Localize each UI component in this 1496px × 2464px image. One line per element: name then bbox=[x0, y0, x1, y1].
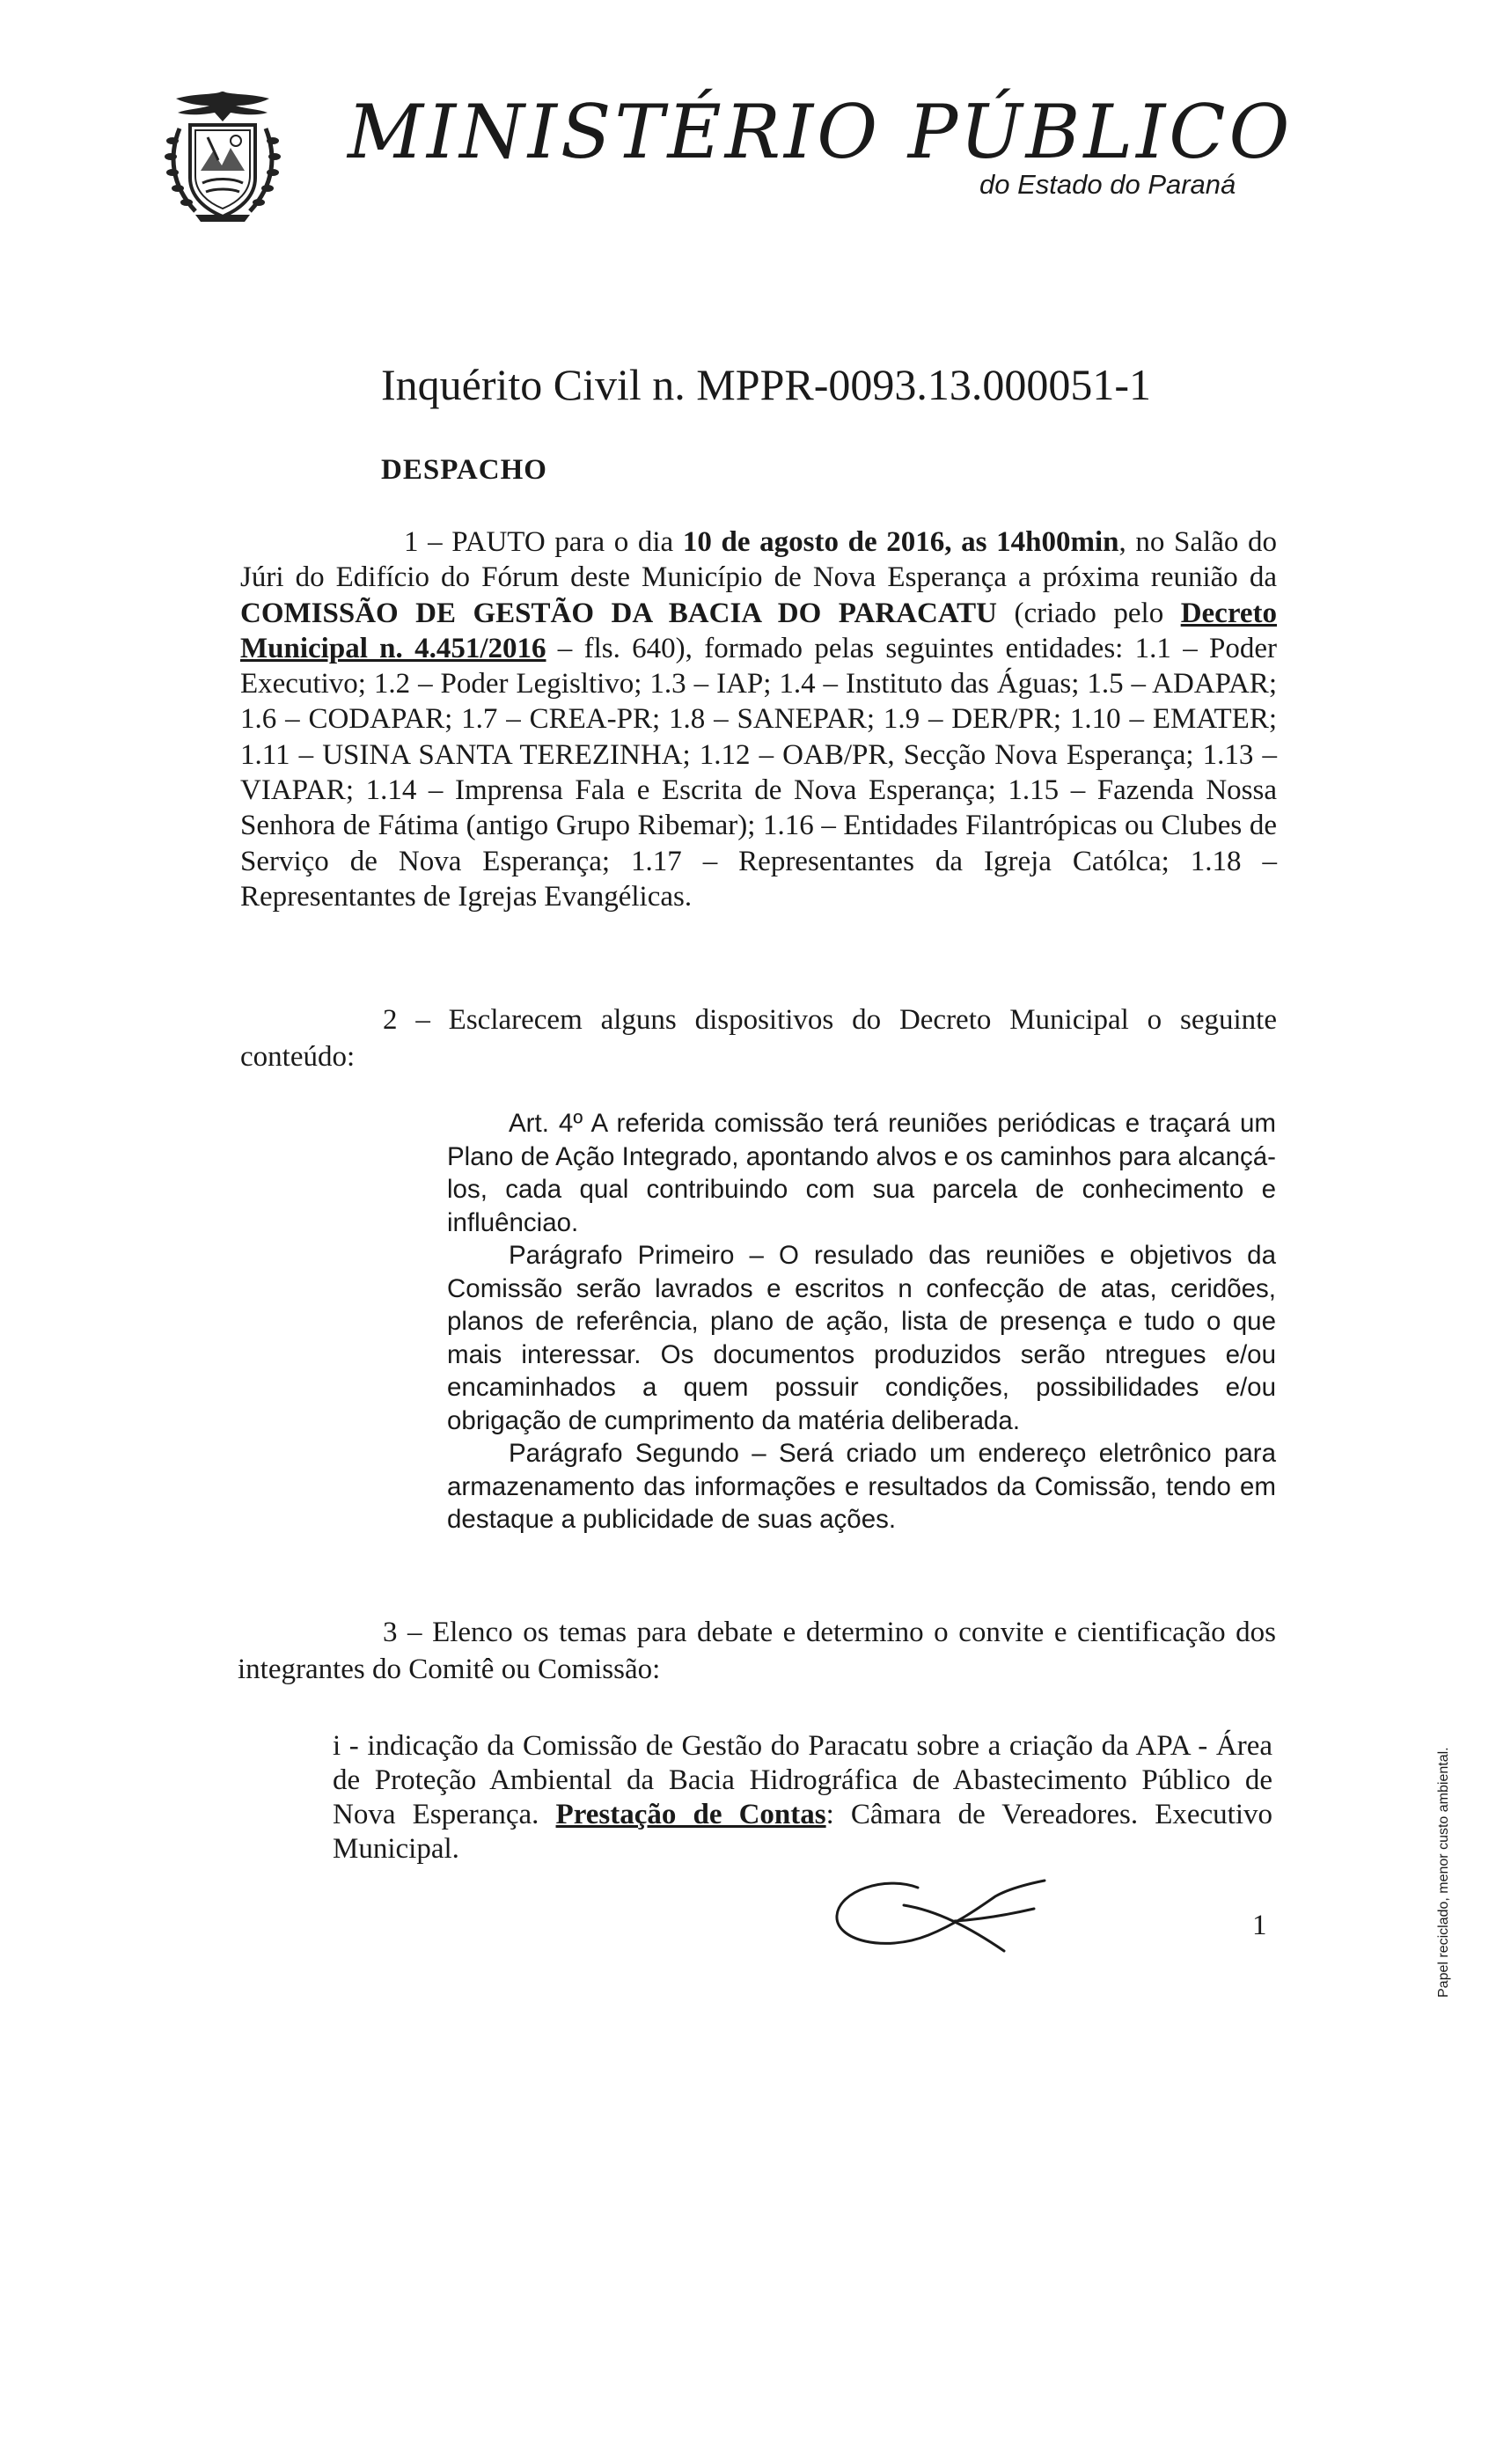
quote-paragrafo-segundo: Parágrafo Segundo – Será criado um endereço eletrônico para armazenamento das informações e resultados da Comissão, tendo em destaque a publicidade de suas ações. bbox=[447, 1439, 1276, 1534]
signature-icon bbox=[823, 1870, 1052, 1962]
document-heading: DESPACHO bbox=[381, 454, 547, 486]
recycled-paper-note-text: Papel reciclado, menor custo ambiental. bbox=[1436, 1747, 1451, 1998]
paragraph-1-text: 1 – PAUTO para o dia bbox=[404, 526, 683, 558]
item-i-text: i - indicação da Comissão de Gestão do Paracatu sobre a criação da APA - Área de Proteção Ambiental da Bacia Hidrográfica de Abastecimento Público de Nova Esperança. bbox=[333, 1730, 1272, 1830]
meeting-date: 10 de agosto de 2016, as 14h00min bbox=[682, 526, 1119, 558]
decree-reference: Decreto Municipal n. 4.451/2016 bbox=[240, 597, 1277, 664]
paragraph-1-text: , no Salão do Júri do Edifício do Fórum deste Município de Nova Esperança a próxima reunião da bbox=[240, 526, 1277, 594]
quote-article-4: Art. 4º A referida comissão terá reuniões periódicas e traçará um Plano de Ação Integrado, apontando alvos e os caminhos para alcançá-los, cada qual contribuindo com sua parcela de conhecimento e influênciao. bbox=[447, 1109, 1276, 1237]
item-i bbox=[333, 1729, 1272, 1866]
header-subtitle: do Estado do Paraná bbox=[979, 169, 1236, 200]
decree-quote bbox=[447, 1107, 1276, 1536]
recycled-paper-note bbox=[1436, 1747, 1471, 2033]
paragraph-1-text: – fls. 640), formado pelas seguintes entidades: 1.1 – Poder Executivo; 1.2 – Poder Legisltivo; 1.3 – IAP; 1.4 – Instituto das Águas; 1.5 – ADAPAR; 1.6 – CODAPAR; 1.7 – CREA-PR; 1.8 – SANEPAR; 1.9 – DER/PR; 1.10 – EMATER; 1.11 – USINA SANTA TEREZINHA; 1.12 – OAB/PR, Secção Nova Esperança; 1.13 – VIAPAR; 1.14 – Imprensa Fala e Escrita de Nova Esperança; 1.15 – Fazenda Nossa Senhora de Fátima (antigo Grupo Ribemar); 1.16 – Entidades Filantrópicas ou Clubes de Serviço de Nova Esperança; 1.17 – Representantes da Igreja Católca; 1.18 – Representantes de Igrejas Evangélicas. bbox=[240, 632, 1277, 913]
paragraph-1-text: (criado pelo bbox=[997, 597, 1181, 629]
prestacao-de-contas: Prestação de Contas bbox=[555, 1799, 826, 1830]
commission-name: COMISSÃO DE GESTÃO DA BACIA DO PARACATU bbox=[240, 597, 998, 629]
paragraph-3: 3 – Elenco os temas para debate e determino o convite e cientificação dos integrantes do Comitê ou Comissão: bbox=[238, 1617, 1276, 1685]
parana-coat-of-arms-icon bbox=[160, 86, 285, 225]
page-number: 1 bbox=[1252, 1910, 1267, 1941]
blank-scan-area bbox=[0, 2033, 1496, 2464]
paragraph-2: 2 – Esclarecem alguns dispositivos do Decreto Municipal o seguinte conteúdo: bbox=[240, 1004, 1277, 1073]
item-i-text: : Câmara de Vereadores. Executivo Municipal. bbox=[333, 1799, 1272, 1865]
header-title: MINISTÉRIO PÚBLICO bbox=[348, 89, 1294, 175]
paragraph-1 bbox=[240, 524, 1277, 914]
quote-paragrafo-primeiro: Parágrafo Primeiro – O resulado das reuniões e objetivos da Comissão serão lavrados e escritos n confecção de atas, ceridões, planos de referência, plano de ação, lista de presença e tudo o que mais interessar. Os documentos produzidos serão ntregues e/ou encaminhados a quem possuir condições, possibilidades e/ou obrigação de cumprimento da matéria deliberada. bbox=[447, 1241, 1276, 1435]
case-number: Inquérito Civil n. MPPR-0093.13.000051-1 bbox=[381, 360, 1152, 409]
